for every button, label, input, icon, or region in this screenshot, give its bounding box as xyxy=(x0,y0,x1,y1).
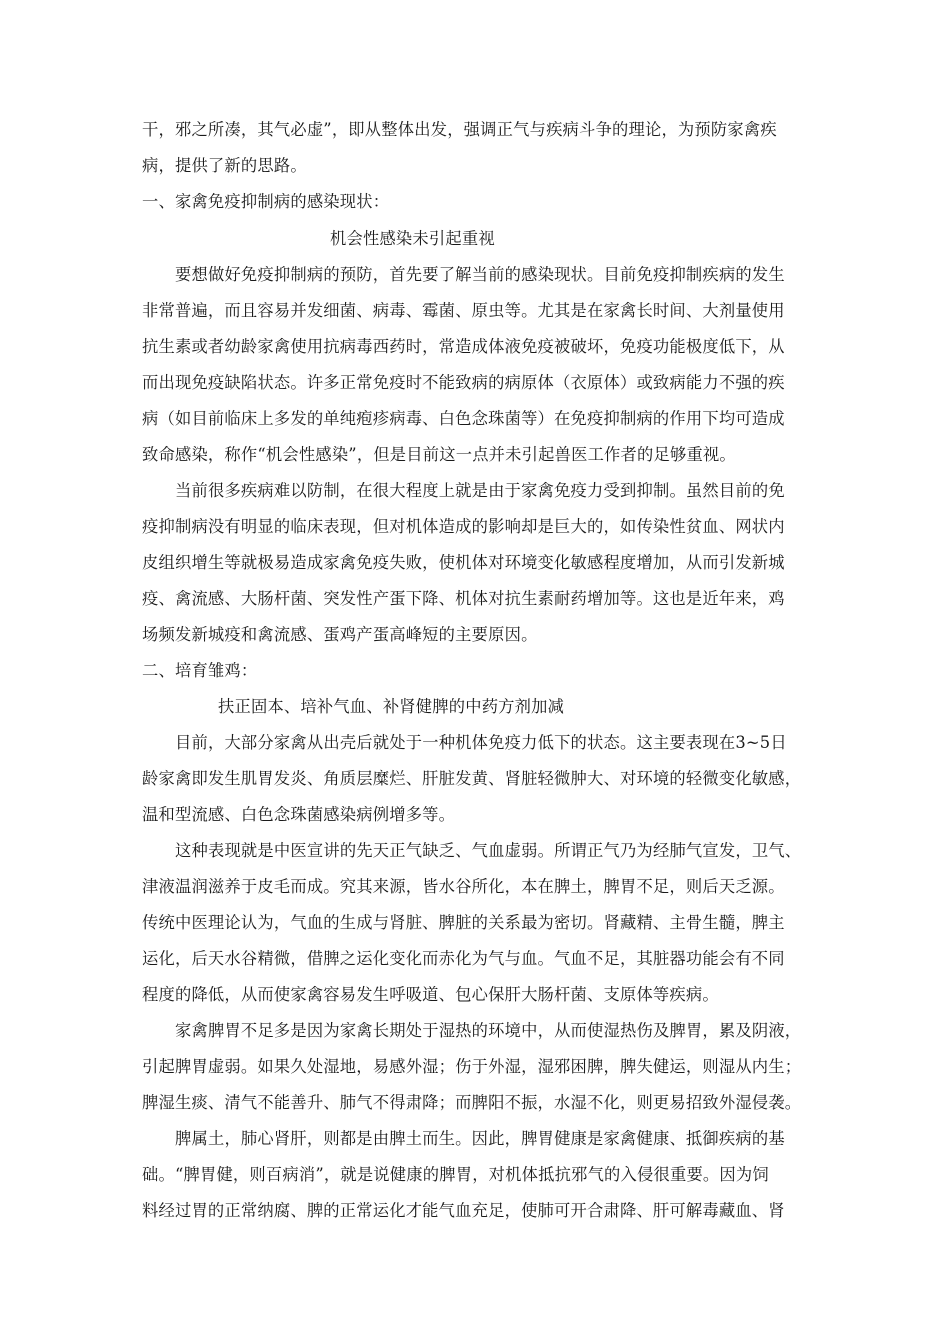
text-line: 病，提供了新的思路。 xyxy=(142,156,307,175)
text-line: 要想做好免疫抑制病的预防，首先要了解当前的感染现状。目前免疫抑制疾病的发生 xyxy=(175,265,785,284)
section-heading-2: 二、培育雏鸡： xyxy=(142,661,258,680)
text-line: 传统中医理论认为，气血的生成与肾脏、脾脏的关系最为密切。肾藏精、主骨生髓，脾主 xyxy=(142,913,785,932)
text-line: 础。“脾胃健，则百病消”，就是说健康的脾胃，对机体抵抗邪气的入侵很重要。因为饲 xyxy=(142,1165,769,1184)
text-line: 引起脾胃虚弱。如果久处湿地，易感外湿；伤于外湿，湿邪困脾，脾失健运，则湿从内生； xyxy=(142,1057,802,1076)
text-line: 这种表现就是中医宣讲的先天正气缺乏、气血虚弱。所谓正气乃为经肺气宣发，卫气、 xyxy=(175,841,802,860)
text-line: 家禽脾胃不足多是因为家禽长期处于湿热的环境中，从而使湿热伤及脾胃，累及阴液， xyxy=(175,1021,802,1040)
text-line: 料经过胃的正常纳腐、脾的正常运化才能气血充足，使肺可开合肃降、肝可解毒藏血、肾 xyxy=(142,1201,785,1220)
text-line: 运化，后天水谷精微，借脾之运化变化而赤化为气与血。气血不足，其脏器功能会有不同 xyxy=(142,949,785,968)
text-line: 疫、禽流感、大肠杆菌、突发性产蛋下降、机体对抗生素耐药增加等。这也是近年来，鸡 xyxy=(142,589,785,608)
text-line: 龄家禽即发生肌胃发炎、角质层糜烂、肝脏发黄、肾脏轻微肿大、对环境的轻微变化敏感， xyxy=(142,769,802,788)
text-line: 非常普遍，而且容易并发细菌、病毒、霉菌、原虫等。尤其是在家禽长时间、大剂量使用 xyxy=(142,301,785,320)
text-line: 温和型流感、白色念珠菌感染病例增多等。 xyxy=(142,805,456,824)
section-heading-1: 一、家禽免疫抑制病的感染现状： xyxy=(142,192,390,211)
text-line: 疫抑制病没有明显的临床表现，但对机体造成的影响却是巨大的，如传染性贫血、网状内 xyxy=(142,517,785,536)
text-line: 程度的降低，从而使家禽容易发生呼吸道、包心保肝大肠杆菌、支原体等疾病。 xyxy=(142,985,719,1004)
subheading-1: 机会性感染未引起重视 xyxy=(330,229,495,248)
text-line: 皮组织增生等就极易造成家禽免疫失败，使机体对环境变化敏感程度增加，从而引发新城 xyxy=(142,553,785,572)
text-line: 致命感染，称作“机会性感染”，但是目前这一点并未引起兽医工作者的足够重视。 xyxy=(142,445,736,464)
text-line: 津液温润滋养于皮毛而成。究其来源，皆水谷所化，本在脾土，脾胃不足，则后天乏源。 xyxy=(142,877,785,896)
text-line: 当前很多疾病难以防制，在很大程度上就是由于家禽免疫力受到抑制。虽然目前的免 xyxy=(175,481,785,500)
text-line: 脾属土，肺心肾肝，则都是由脾土而生。因此，脾胃健康是家禽健康、抵御疾病的基 xyxy=(175,1129,785,1148)
text-line: 而出现免疫缺陷状态。许多正常免疫时不能致病的病原体（衣原体）或致病能力不强的疾 xyxy=(142,373,785,392)
text-line: 抗生素或者幼龄家禽使用抗病毒西药时，常造成体液免疫被破坏，免疫功能极度低下，从 xyxy=(142,337,785,356)
subheading-2: 扶正固本、培补气血、补肾健脾的中药方剂加减 xyxy=(218,697,565,716)
text-line: 病（如目前临床上多发的单纯疱疹病毒、白色念珠菌等）在免疫抑制病的作用下均可造成 xyxy=(142,409,785,428)
text-line: 脾湿生痰、清气不能善升、肺气不得肃降；而脾阳不振，水湿不化，则更易招致外湿侵袭。 xyxy=(142,1093,802,1112)
text-line: 干，邪之所凑，其气必虚”，即从整体出发，强调正气与疾病斗争的理论，为预防家禽疾 xyxy=(142,120,777,139)
text-line: 场频发新城疫和禽流感、蛋鸡产蛋高峰短的主要原因。 xyxy=(142,625,538,644)
text-line: 目前，大部分家禽从出壳后就处于一种机体免疫力低下的状态。这主要表现在3~5日 xyxy=(175,733,787,752)
